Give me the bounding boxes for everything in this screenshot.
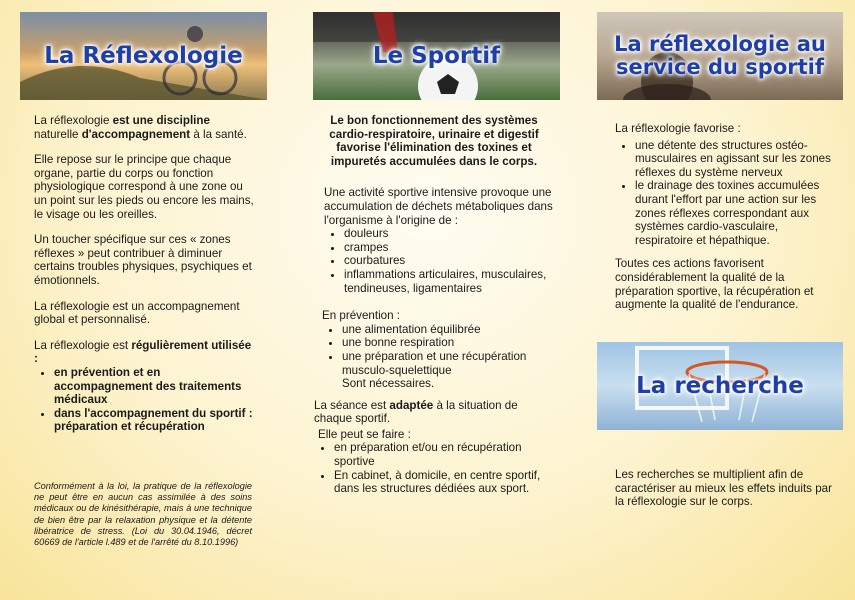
banner-recherche: [597, 342, 843, 430]
list-item: • le drainage des toxines accumulées durant l'effort par une action sur les zones réflexes correspondant aux systèmes cardio-vasculaire, respiratoire et hépathique.: [635, 179, 837, 247]
title-reflexologie: La Réflexologie: [44, 42, 243, 69]
paragraph-activity: Une activité sportive intensive provoque une accumulation de déchets métaboliques dans l'organisme à l'origine de :: [324, 186, 553, 227]
prevention-label: En prévention :: [322, 309, 400, 323]
list-item: • courbatures: [344, 254, 554, 268]
list-item: • en prévention et en accompagnement des traitements médicaux: [54, 366, 256, 407]
banner-reflexologie: [20, 12, 267, 100]
list-item: • douleurs: [344, 227, 554, 241]
list-item: • crampes: [344, 241, 554, 255]
paragraph-principle: Elle repose sur le principe que chaque organe, partie du corps ou fonction physiologique correspond à une zone ou un point sur les pieds ou encore les mains, le visage ou les oreilles.: [34, 153, 254, 221]
reflexologie-text: [34, 114, 256, 434]
banner-sportif: [313, 12, 560, 100]
list-item: • inflammations articulaires, musculaires, tendineuses, ligamentaires: [344, 268, 554, 295]
banner-service-sportif: [597, 12, 843, 100]
usage-list: [34, 366, 256, 434]
sportif-text: [314, 114, 554, 496]
paragraph-zones: Un toucher spécifique sur ces « zones réflexes » peut contribuer à diminuer certains troubles physiques, psychiques et émotionnels.: [34, 233, 252, 287]
symptoms-list: [324, 227, 554, 295]
legal-notice: Conformément à la loi, la pratique de la réflexologie ne peut être en aucun cas assimilée à des soins médicaux ou de kinésithérapie, mais à une technique de bien être par la relaxation physique et la détente libératrice de stress. (Loi du 30.04.1946, décret 60669 de l'article l.489 et de l'arrêté du 8.10.1996): [34, 481, 252, 548]
paragraph-actions: Toutes ces actions favorisent considérablement la qualité de la préparation sportive, la récupération et augmente la qualité de l'endurance.: [615, 257, 814, 312]
prevention-list: [322, 323, 554, 377]
activity-block: [314, 186, 554, 295]
session-list: [314, 441, 554, 495]
paragraph-favorise: La réflexologie favorise :: [615, 122, 741, 135]
paragraph-usage: La réflexologie est régulièrement utilisée :: [34, 338, 252, 366]
paragraph-global: La réflexologie est un accompagnement global et personnalisé.: [34, 299, 240, 327]
column-service-sportif: [580, 0, 855, 600]
title-service-sportif: La réflexologie au service du sportif: [614, 32, 826, 79]
paragraph-intro: Le bon fonctionnement des systèmes cardio-respiratoire, urinaire et digestif favorise l'élimination des toxines et impuretés accumulées dans le corps.: [329, 114, 539, 168]
list-item: • dans l'accompagnement du sportif : préparation et récupération: [54, 407, 256, 434]
column-reflexologie: [0, 0, 290, 600]
prevention-necessary: Sont nécessaires.: [342, 377, 435, 391]
paragraph-session: La séance est adaptée à la situation de chaque sportif.: [314, 398, 518, 426]
list-item: • en préparation et/ou en récupération sportive: [334, 441, 554, 468]
list-item: • une préparation et une récupération musculo-squelettique: [342, 350, 554, 377]
paragraph-where: Elle peut se faire :: [318, 427, 411, 441]
paragraph-definition: La réflexologie est une discipline naturelle d'accompagnement à la santé.: [34, 114, 247, 141]
list-item: • En cabinet, à domicile, en centre sportif, dans les structures dédiées aux sport.: [334, 469, 554, 496]
list-item: • une alimentation équilibrée: [342, 323, 554, 337]
service-text: [615, 122, 837, 324]
recherche-text: [615, 468, 840, 521]
paragraph-recherche: Les recherches se multiplient afin de caractériser au mieux les effets induits par la réflexologie sur le corps.: [615, 468, 832, 509]
list-item: • une détente des structures ostéo-musculaires en agissant sur les zones réflexes du système nerveux: [635, 139, 837, 180]
list-item: • une bonne respiration: [342, 336, 554, 350]
benefits-list: [615, 139, 837, 248]
column-sportif: [290, 0, 580, 600]
title-recherche: La recherche: [636, 372, 804, 399]
title-sportif: Le Sportif: [372, 42, 501, 69]
prevention-block: [314, 309, 554, 391]
